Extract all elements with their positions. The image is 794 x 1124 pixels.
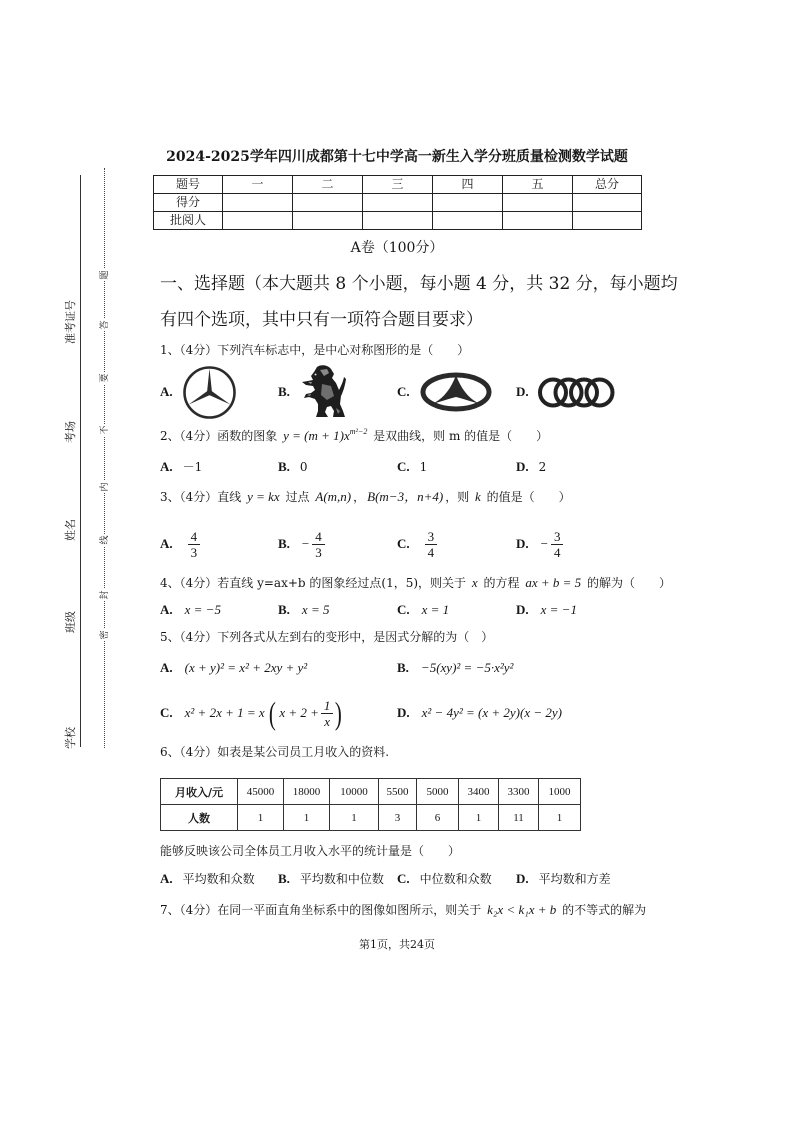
count-cell: 6 bbox=[417, 805, 459, 831]
question-3-option-c bbox=[397, 527, 437, 561]
option-label: D. bbox=[516, 536, 529, 551]
question-4-option-d bbox=[516, 601, 579, 619]
option-value: 0 bbox=[299, 460, 308, 474]
question-2-option-d bbox=[516, 458, 546, 476]
option-value: x = −1 bbox=[540, 602, 577, 617]
question-6-option-c bbox=[397, 870, 492, 888]
question-2-option-a bbox=[160, 458, 202, 476]
option-value: x = 1 bbox=[421, 602, 450, 617]
score-header-cell: 总分 bbox=[573, 176, 642, 194]
option-label: C. bbox=[397, 602, 410, 617]
denominator: 3 bbox=[188, 544, 201, 560]
question-1-option-b bbox=[278, 383, 300, 401]
denominator: 3 bbox=[312, 544, 325, 560]
score-header-cell: 二 bbox=[293, 176, 363, 194]
option-label: D. bbox=[516, 459, 529, 474]
stem-text: 是双曲线，则 m 的值是（ ） bbox=[373, 429, 549, 443]
seal-char: 封 bbox=[100, 590, 110, 600]
question-3-option-d bbox=[516, 527, 563, 561]
income-cell: 1000 bbox=[539, 779, 581, 805]
question-6-option-a bbox=[160, 870, 255, 888]
question-1-option-a bbox=[160, 383, 183, 401]
option-label: A. bbox=[160, 871, 173, 886]
seal-char: 内 bbox=[100, 482, 110, 492]
income-cell: 10000 bbox=[330, 779, 379, 805]
reviewer-row bbox=[154, 212, 642, 230]
score-row-label: 得分 bbox=[154, 194, 223, 212]
binding-field-school: 学校 bbox=[64, 727, 77, 749]
option-label: D. bbox=[516, 384, 529, 399]
seal-char: 题 bbox=[100, 270, 110, 280]
line-equation: y = kx bbox=[247, 489, 280, 504]
point-a: A(m,n) bbox=[315, 489, 352, 504]
option-value: 平均数和中位数 bbox=[299, 872, 384, 886]
score-row-label: 批阅人 bbox=[154, 212, 223, 230]
variable-x: x bbox=[471, 575, 478, 590]
binding-field-name: 姓名 bbox=[64, 519, 77, 541]
question-3-stem bbox=[160, 488, 571, 506]
stem-text: 过点 bbox=[285, 490, 310, 504]
question-5-option-c bbox=[160, 693, 344, 733]
option-label: C. bbox=[160, 705, 173, 720]
option-value: −5(xy)² = −5·x²y² bbox=[420, 660, 514, 675]
option-label: B. bbox=[278, 459, 290, 474]
option-value: 中位数和众数 bbox=[419, 872, 492, 886]
option-value: 1 bbox=[419, 460, 428, 474]
denominator: x bbox=[321, 713, 333, 729]
stem-text: ，则 bbox=[445, 490, 470, 504]
question-5-option-a bbox=[160, 659, 309, 677]
question-6-option-d bbox=[516, 870, 611, 888]
score-blank-cell bbox=[433, 194, 503, 212]
option-value: x = −5 bbox=[184, 602, 221, 617]
question-2-option-c bbox=[397, 458, 427, 476]
count-cell: 1 bbox=[284, 805, 330, 831]
mercedes-benz-logo bbox=[182, 365, 237, 420]
fraction bbox=[312, 529, 325, 560]
option-label: A. bbox=[160, 602, 173, 617]
score-blank-cell bbox=[573, 194, 642, 212]
score-header-cell: 三 bbox=[363, 176, 433, 194]
fraction bbox=[321, 698, 334, 729]
score-table-header-row bbox=[154, 176, 642, 194]
stem-text: 7、（4分）在同一平面直角坐标系中的图像如图所示，则关于 bbox=[160, 903, 482, 917]
option-inner: x + 2 + bbox=[279, 705, 319, 720]
count-cell: 1 bbox=[539, 805, 581, 831]
option-label: D. bbox=[516, 871, 529, 886]
peugeot-lion-logo bbox=[300, 364, 346, 419]
stem-text: 3、（4分）直线 bbox=[160, 490, 242, 504]
income-cell: 45000 bbox=[238, 779, 284, 805]
fraction bbox=[425, 529, 438, 560]
denominator: 4 bbox=[425, 544, 438, 560]
question-3-option-a bbox=[160, 527, 200, 561]
question-4-stem bbox=[160, 574, 671, 592]
variable-k: k bbox=[475, 489, 481, 504]
question-4-option-c bbox=[397, 601, 451, 619]
score-blank-cell bbox=[363, 212, 433, 230]
score-blank-cell bbox=[503, 212, 573, 230]
count-cell: 1 bbox=[330, 805, 379, 831]
formula-base: y = (m + 1)x bbox=[283, 428, 350, 443]
count-row-label: 人数 bbox=[161, 805, 238, 831]
question-3-option-b bbox=[278, 527, 325, 561]
option-label: C. bbox=[397, 459, 410, 474]
question-5-stem: 5、（4分）下列各式从左到右的变形中，是因式分解的为（ ） bbox=[160, 630, 494, 644]
seal-char: 线 bbox=[100, 535, 110, 545]
question-5-option-b bbox=[397, 659, 515, 677]
option-label: A. bbox=[160, 660, 173, 675]
option-label: B. bbox=[278, 602, 290, 617]
count-cell: 1 bbox=[459, 805, 499, 831]
numerator: 3 bbox=[553, 528, 561, 544]
option-label: C. bbox=[397, 871, 410, 886]
option-value: (x + y)² = x² + 2xy + y² bbox=[184, 660, 308, 675]
page-number: 第1页，共24页 bbox=[359, 938, 435, 951]
option-label: A. bbox=[160, 536, 173, 551]
stem-text: 的解为（ ） bbox=[586, 576, 671, 590]
option-sign: − bbox=[540, 536, 548, 551]
exam-title: 2024-2025学年四川成都第十七中学高一新生入学分班质量检测数学试题 bbox=[166, 149, 628, 165]
stem-text: 的方程 bbox=[483, 576, 520, 590]
option-label: B. bbox=[278, 384, 290, 399]
score-blank-cell bbox=[223, 212, 293, 230]
seal-char: 要 bbox=[100, 373, 110, 383]
question-6-option-b bbox=[278, 870, 384, 888]
numerator: 4 bbox=[190, 528, 198, 544]
question-2-option-b bbox=[278, 458, 308, 476]
audi-rings-logo bbox=[537, 376, 615, 409]
stem-text: 4、（4分）若直线 y=ax+b 的图象经过点(1，5)，则关于 bbox=[160, 576, 467, 590]
score-row bbox=[154, 194, 642, 212]
option-value: x = 5 bbox=[301, 602, 330, 617]
score-header-cell: 一 bbox=[223, 176, 293, 194]
income-row-label: 月收入/元 bbox=[161, 779, 238, 805]
score-blank-cell bbox=[503, 194, 573, 212]
big-open-paren: ( bbox=[268, 695, 276, 731]
seal-char: 答 bbox=[100, 320, 110, 330]
stem-text: ， bbox=[353, 490, 366, 504]
score-blank-cell bbox=[433, 212, 503, 230]
income-cell: 3300 bbox=[499, 779, 539, 805]
option-value: －1 bbox=[182, 460, 203, 474]
question-4-option-b bbox=[278, 601, 331, 619]
binding-field-exam-room: 考场 bbox=[64, 421, 77, 443]
numerator: 3 bbox=[427, 528, 435, 544]
option-value: 2 bbox=[538, 460, 547, 474]
binding-field-exam-number: 准考证号 bbox=[64, 300, 77, 344]
option-label: D. bbox=[516, 602, 529, 617]
income-cell: 5500 bbox=[379, 779, 417, 805]
question-7-stem bbox=[160, 901, 646, 919]
stem-text: 2、（4分）函数的图象 bbox=[160, 429, 278, 443]
numerator: 1 bbox=[323, 697, 331, 713]
question-6-stem: 6、（4分）如表是某公司员工月收入的资料. bbox=[160, 745, 390, 759]
count-row bbox=[161, 805, 581, 831]
binding-fill-line bbox=[80, 175, 81, 747]
count-cell: 11 bbox=[499, 805, 539, 831]
option-sign: − bbox=[301, 536, 310, 551]
section-heading-line-1: 一、选择题（本大题共 8 个小题，每小题 4 分，共 32 分，每小题均 bbox=[160, 274, 678, 294]
income-cell: 5000 bbox=[417, 779, 459, 805]
option-value: 平均数和众数 bbox=[182, 872, 255, 886]
score-blank-cell bbox=[293, 212, 363, 230]
option-label: C. bbox=[397, 536, 410, 551]
income-cell: 18000 bbox=[284, 779, 330, 805]
question-1-option-c bbox=[397, 383, 420, 401]
option-label: A. bbox=[160, 459, 173, 474]
score-table bbox=[153, 175, 642, 230]
section-heading-line-2: 有四个选项，其中只有一项符合题目要求） bbox=[160, 310, 483, 330]
option-lhs: x² + 2x + 1 = x bbox=[184, 705, 265, 720]
option-label: D. bbox=[397, 705, 410, 720]
denominator: 4 bbox=[551, 544, 564, 560]
point-b: B(m−3，n+4) bbox=[367, 489, 444, 504]
count-cell: 1 bbox=[238, 805, 284, 831]
option-value: x² − 4y² = (x + 2y)(x − 2y) bbox=[421, 705, 562, 720]
option-label: B. bbox=[278, 536, 290, 551]
fraction bbox=[551, 529, 564, 560]
formula-exponent: m²−2 bbox=[349, 427, 368, 436]
infiniti-logo bbox=[419, 371, 493, 413]
seal-char: 密 bbox=[100, 630, 110, 640]
stem-text: 的值是（ ） bbox=[486, 490, 571, 504]
question-1-option-d bbox=[516, 383, 539, 401]
option-label: B. bbox=[278, 871, 290, 886]
count-cell: 3 bbox=[379, 805, 417, 831]
score-blank-cell bbox=[293, 194, 363, 212]
question-5-option-d bbox=[397, 704, 564, 722]
option-label: A. bbox=[160, 384, 173, 399]
binding-field-class: 班级 bbox=[64, 611, 77, 633]
option-label: C. bbox=[397, 384, 410, 399]
question-1-stem: 1、（4分）下列汽车标志中，是中心对称图形的是（ ） bbox=[160, 343, 470, 357]
option-label: B. bbox=[397, 660, 409, 675]
fraction bbox=[188, 529, 201, 560]
big-close-paren: ) bbox=[335, 695, 343, 731]
score-blank-cell bbox=[223, 194, 293, 212]
stem-text: 的不等式的解为 bbox=[562, 903, 647, 917]
question-2-stem bbox=[160, 427, 548, 445]
score-blank-cell bbox=[573, 212, 642, 230]
seal-char: 不 bbox=[100, 425, 110, 435]
question-4-option-a bbox=[160, 601, 223, 619]
option-value: 平均数和方差 bbox=[538, 872, 611, 886]
income-row bbox=[161, 779, 581, 805]
score-header-cell: 四 bbox=[433, 176, 503, 194]
score-header-cell: 题号 bbox=[154, 176, 223, 194]
question-6-question: 能够反映该公司全体员工月收入水平的统计量是（ ） bbox=[160, 844, 461, 858]
inequality: k₂x < k₁x + b bbox=[487, 902, 557, 917]
score-blank-cell bbox=[363, 194, 433, 212]
numerator: 4 bbox=[315, 528, 322, 544]
income-cell: 3400 bbox=[459, 779, 499, 805]
income-table bbox=[160, 778, 581, 831]
volume-label: A卷（100分） bbox=[350, 240, 444, 256]
function-formula bbox=[283, 428, 367, 443]
score-header-cell: 五 bbox=[503, 176, 573, 194]
equation: ax + b = 5 bbox=[525, 575, 582, 590]
